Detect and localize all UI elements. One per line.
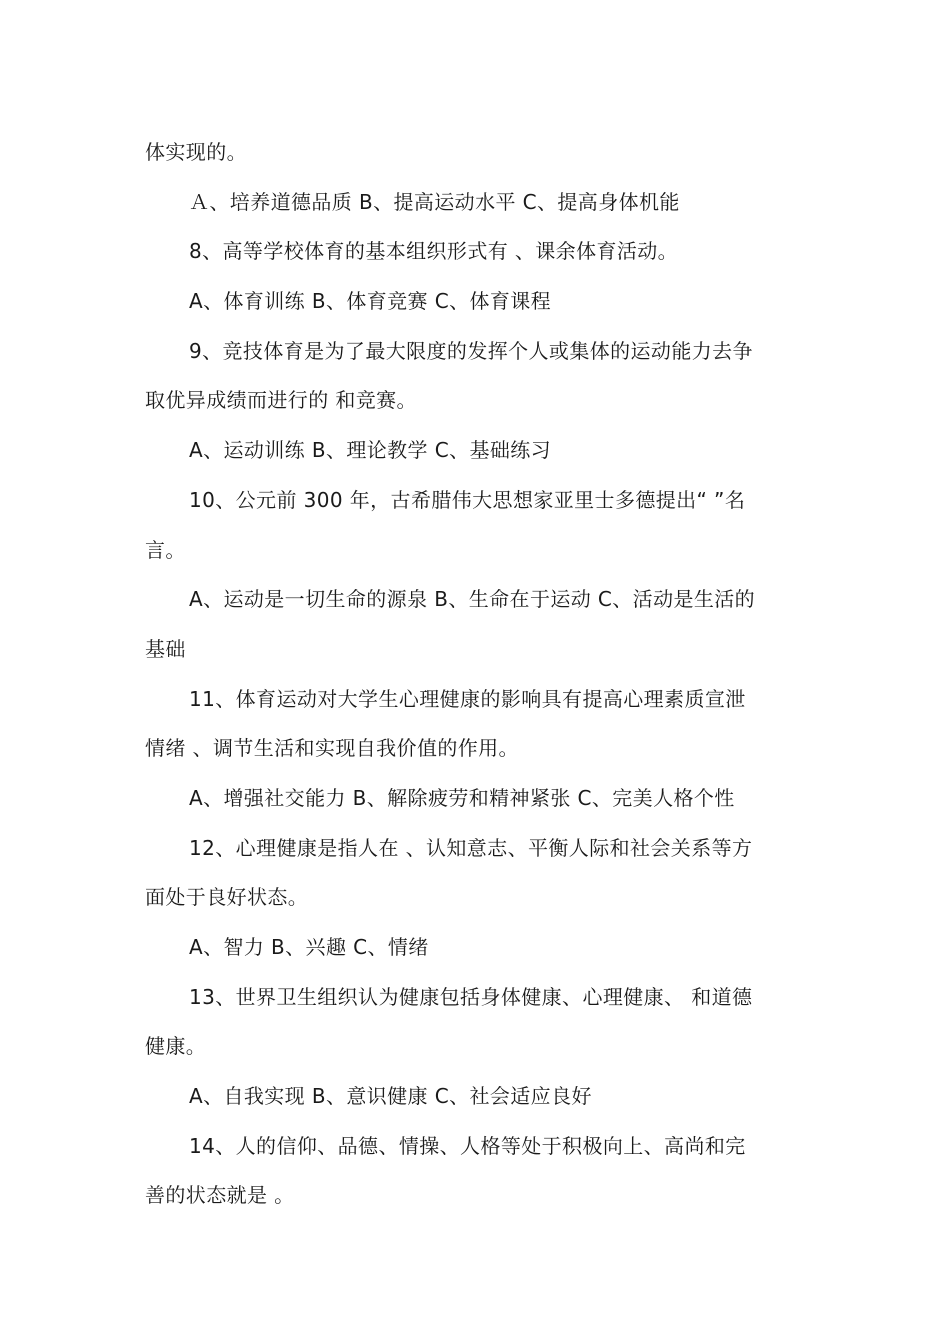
question-14-continued: 善的状态就是 。 — [145, 1183, 295, 1208]
answer-options-12: A、智力 B、兴趣 C、情绪 — [189, 935, 429, 959]
question-9: 9、竞技体育是为了最大限度的发挥个人或集体的运动能力去争 — [189, 338, 753, 363]
question-13: 13、世界卫生组织认为健康包括身体健康、心理健康、 和道德 — [189, 984, 753, 1009]
question-12-continued: 面处于良好状态。 — [145, 885, 309, 910]
text-line: 体实现的。 — [145, 140, 247, 164]
answer-options-11: A、增强社交能力 B、解除疲劳和精神紧张 C、完美人格个性 — [189, 785, 735, 810]
answer-options-13: A、自我实现 B、意识健康 C、社会适应良好 — [189, 1084, 592, 1109]
document-body — [145, 128, 810, 1221]
question-13-continued: 健康。 — [145, 1034, 207, 1059]
question-14: 14、人的信仰、品德、情操、人格等处于积极向上、高尚和完 — [189, 1133, 746, 1158]
question-10-continued: 言。 — [145, 537, 186, 562]
answer-options-7: Ａ、培养道德品质 B、提高运动水平 C、提高身体机能 — [189, 189, 680, 214]
question-11: 11、体育运动对大学生心理健康的影响具有提高心理素质宣泄 — [189, 686, 746, 711]
answer-options-8: A、体育训练 B、体育竞赛 C、体育课程 — [189, 289, 552, 314]
question-9-continued: 取优异成绩而进行的 和竞赛。 — [145, 388, 417, 413]
question-8: 8、高等学校体育的基本组织形式有 、课余体育活动。 — [189, 239, 679, 264]
answer-options-9: A、运动训练 B、理论教学 C、基础练习 — [189, 438, 552, 463]
answer-options-10: A、运动是一切生命的源泉 B、生命在于运动 C、活动是生活的 — [189, 587, 756, 612]
question-11-continued: 情绪 、调节生活和实现自我价值的作用。 — [145, 736, 519, 761]
question-12: 12、心理健康是指人在 、认知意志、平衡人际和社会关系等方 — [189, 835, 753, 860]
answer-options-10-continued: 基础 — [145, 636, 186, 661]
question-10: 10、公元前 300 年，古希腊伟大思想家亚里士多德提出“ ”名 — [189, 487, 746, 512]
